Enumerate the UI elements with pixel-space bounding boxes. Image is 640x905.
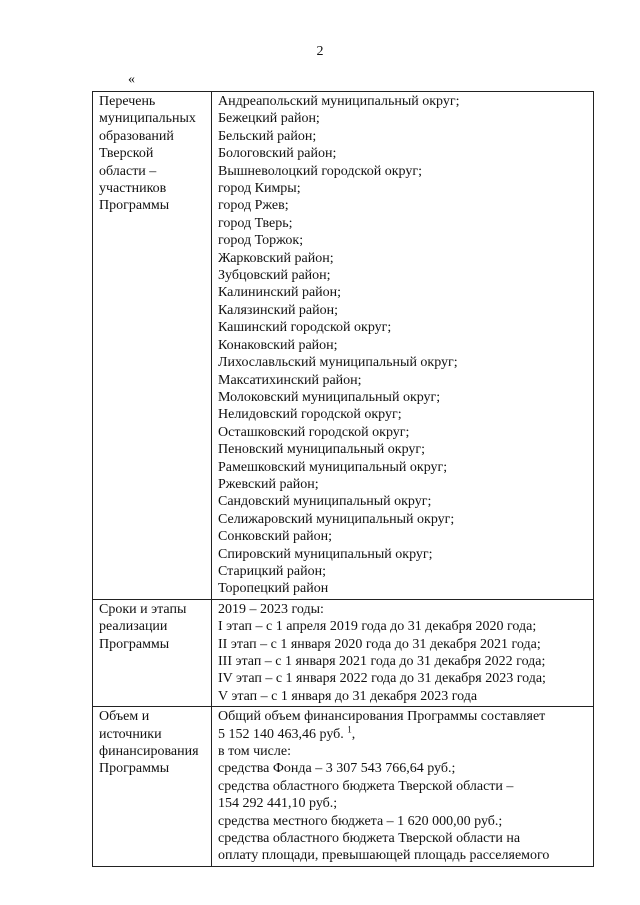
municipality-item: Калининский район; — [218, 285, 342, 301]
footnote-mark: 1 — [347, 723, 352, 734]
municipality-item: Рамешковский муниципальный округ; — [218, 459, 448, 475]
label-line: Тверской — [99, 146, 154, 162]
footnote-suffix: , — [351, 726, 356, 742]
row-label-municipalities — [93, 92, 212, 600]
municipality-item: Жарковский район; — [218, 250, 334, 266]
municipality-item: Бежецкий район; — [218, 111, 320, 127]
municipality-item: Бельский район; — [218, 128, 317, 144]
municipality-item: город Торжок; — [218, 233, 304, 249]
label-line: Программы — [99, 636, 170, 652]
label-line: участников — [99, 181, 167, 197]
label-line: образований — [99, 128, 174, 144]
stage-line: II этап – с 1 января 2020 года до 31 декабря 2021 года; — [218, 636, 541, 652]
municipality-item: Бологовский район; — [218, 146, 337, 162]
municipality-item: Спировский муниципальный округ; — [218, 546, 433, 562]
financing-line: средства Фонда – 3 307 543 766,64 руб.; — [218, 761, 456, 777]
label-line: источники — [99, 726, 162, 742]
municipality-item: Пеновский муниципальный округ; — [218, 442, 426, 458]
label-line: Сроки и этапы — [99, 601, 187, 617]
stage-line: 2019 – 2023 годы: — [218, 601, 324, 617]
municipality-item: город Кимры; — [218, 181, 301, 197]
label-line: Программы — [99, 761, 170, 777]
municipality-item: Сандовский муниципальный округ; — [218, 494, 432, 510]
municipality-item: Максатихинский район; — [218, 372, 362, 388]
opening-quote: « — [128, 72, 135, 87]
municipality-item: город Ржев; — [218, 198, 289, 214]
municipality-item: Конаковский район; — [218, 337, 338, 353]
municipality-item: город Тверь; — [218, 215, 293, 231]
program-passport-table — [92, 91, 594, 867]
label-line: области – — [99, 163, 157, 179]
financing-total: 5 152 140 463,46 руб. — [218, 726, 344, 742]
label-line: реализации — [99, 619, 168, 635]
municipality-item: Нелидовский городской округ; — [218, 407, 402, 423]
municipality-item: Торопецкий район — [218, 581, 329, 597]
municipality-item: Старицкий район; — [218, 563, 327, 579]
financing-line: Общий объем финансирования Программы составляет — [218, 709, 546, 725]
row-label-financing — [93, 707, 212, 867]
table-row-financing — [93, 707, 594, 867]
municipality-item: Ржевский район; — [218, 476, 319, 492]
municipality-item: Зубцовский район; — [218, 268, 331, 284]
label-line: Объем и — [99, 709, 150, 725]
stage-line: I этап – с 1 апреля 2019 года до 31 декабря 2020 года; — [218, 619, 537, 635]
municipality-item: Осташковский городской округ; — [218, 424, 410, 440]
municipalities-list — [212, 92, 594, 600]
municipality-item: Сонковский район; — [218, 529, 333, 545]
table-row-municipalities — [93, 92, 594, 600]
financing-line: 154 292 441,10 руб.; — [218, 796, 338, 812]
label-line: муниципальных — [99, 111, 196, 127]
financing-details — [212, 707, 594, 867]
municipality-item: Лихославльский муниципальный округ; — [218, 355, 458, 371]
municipality-item: Андреапольский муниципальный округ; — [218, 94, 460, 109]
stages-list — [212, 599, 594, 706]
stage-line: IV этап – с 1 января 2022 года до 31 декабря 2023 года; — [218, 671, 546, 687]
financing-line: средства областного бюджета Тверской области – — [218, 778, 514, 794]
municipality-item: Вышневолоцкий городской округ; — [218, 163, 422, 179]
municipality-item: Молоковский муниципальный округ; — [218, 389, 441, 405]
stage-line: III этап – с 1 января 2021 года до 31 декабря 2022 года; — [218, 654, 546, 669]
label-line: финансирования — [99, 744, 199, 760]
stage-line: V этап – с 1 января до 31 декабря 2023 года — [218, 688, 478, 704]
financing-line: оплату площади, превышающей площадь расселяемого — [218, 848, 550, 864]
label-line: Программы — [99, 198, 170, 214]
municipality-item: Калязинский район; — [218, 302, 339, 318]
municipality-item: Селижаровский муниципальный округ; — [218, 511, 455, 527]
label-line: Перечень — [99, 94, 156, 109]
financing-line: в том числе: — [218, 744, 291, 760]
table-row-stages — [93, 599, 594, 706]
row-label-stages — [93, 599, 212, 706]
financing-total-line — [218, 723, 589, 743]
municipality-item: Кашинский городской округ; — [218, 320, 392, 336]
page-number: 2 — [316, 44, 324, 59]
financing-line: средства местного бюджета – 1 620 000,00 руб.; — [218, 813, 503, 829]
financing-line: средства областного бюджета Тверской области на — [218, 831, 521, 847]
